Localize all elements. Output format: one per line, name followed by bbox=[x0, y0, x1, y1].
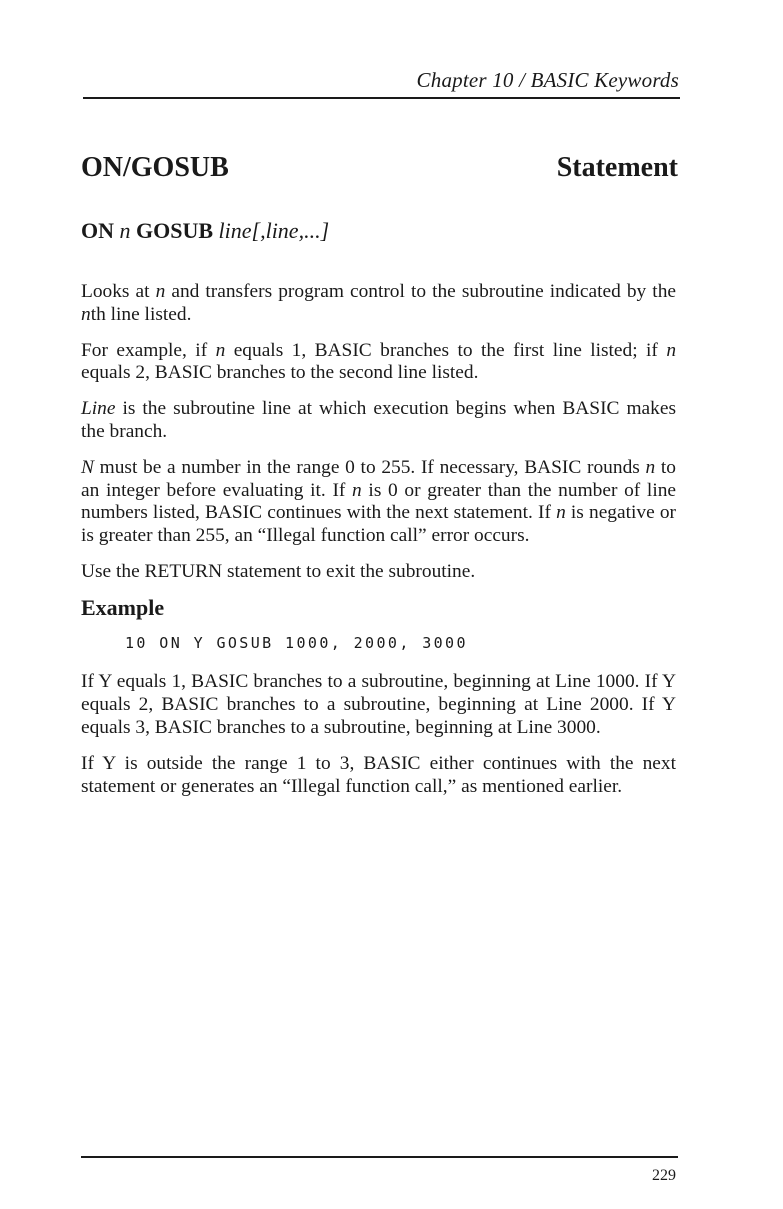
footer-rule bbox=[81, 1156, 678, 1158]
text-run: is 0 or greater than the number of line numbers listed, BASIC continues with the next statement. If bbox=[81, 479, 677, 524]
text-run: equals 2, BASIC branches to the second line listed. bbox=[81, 362, 479, 384]
body-text bbox=[81, 281, 676, 811]
paragraph-return: Use the RETURN statement to exit the subroutine. bbox=[81, 560, 476, 582]
syntax-keyword-gosub: GOSUB bbox=[136, 218, 214, 243]
page-number: 229 bbox=[652, 1167, 676, 1184]
paragraph-description bbox=[81, 281, 676, 327]
header-rule bbox=[83, 97, 680, 99]
text-run: is negative or is greater than 255, an “Illegal function call” error occurs. bbox=[81, 502, 676, 547]
paragraph-range bbox=[81, 457, 676, 548]
running-header: Chapter 10 / BASIC Keywords bbox=[416, 68, 679, 92]
text-run: is the subroutine line at which execution begins when BASIC makes the branch. bbox=[81, 398, 676, 442]
var-n: n bbox=[155, 281, 166, 302]
var-n: n bbox=[666, 339, 677, 361]
var-n: n bbox=[352, 479, 362, 501]
var-n: n bbox=[645, 456, 656, 478]
text-run: Looks at bbox=[81, 281, 156, 302]
text-run: equals 1, BASIC branches to the first line listed; if bbox=[225, 339, 667, 361]
paragraph-line bbox=[81, 398, 676, 444]
example-heading: Example bbox=[81, 594, 165, 620]
syntax-var-n: n bbox=[119, 218, 131, 243]
var-n: n bbox=[556, 502, 566, 524]
syntax-args: line[,line,...] bbox=[218, 218, 330, 243]
text-run: For example, if bbox=[81, 339, 216, 361]
entry-title-row bbox=[81, 152, 678, 184]
entry-type: Statement bbox=[556, 152, 678, 183]
text-run: th line listed. bbox=[90, 303, 192, 325]
var-n: N bbox=[81, 456, 94, 478]
var-line: Line bbox=[81, 398, 116, 420]
paragraph-example-explanation: If Y equals 1, BASIC branches to a subroutine, beginning at Line 1000. If Y equals 2, BASIC branches to a subroutine, beginning at Line 2000. If Y equals 3, BASIC branches to a subroutine, beginning at Line 3000. bbox=[81, 671, 676, 738]
var-n: n bbox=[81, 303, 91, 325]
text-run: must be a number in the range 0 to 255. If necessary, BASIC rounds bbox=[93, 456, 646, 478]
syntax-keyword-on: ON bbox=[81, 218, 114, 243]
paragraph-example-range: If Y is outside the range 1 to 3, BASIC either continues with the next statement or generates an “Illegal function call,” as mentioned earlier. bbox=[81, 752, 676, 797]
keyword-title: ON/GOSUB bbox=[81, 152, 229, 183]
text-run: and transfers program control to the subroutine indicated by the bbox=[165, 281, 676, 302]
var-n: n bbox=[215, 339, 226, 361]
syntax-line bbox=[81, 218, 329, 244]
text-run: to an integer before evaluating it. If bbox=[81, 456, 676, 501]
code-example: 10 ON Y GOSUB 1000, 2000, 3000 bbox=[125, 633, 468, 652]
paragraph-example-intro bbox=[81, 340, 676, 386]
